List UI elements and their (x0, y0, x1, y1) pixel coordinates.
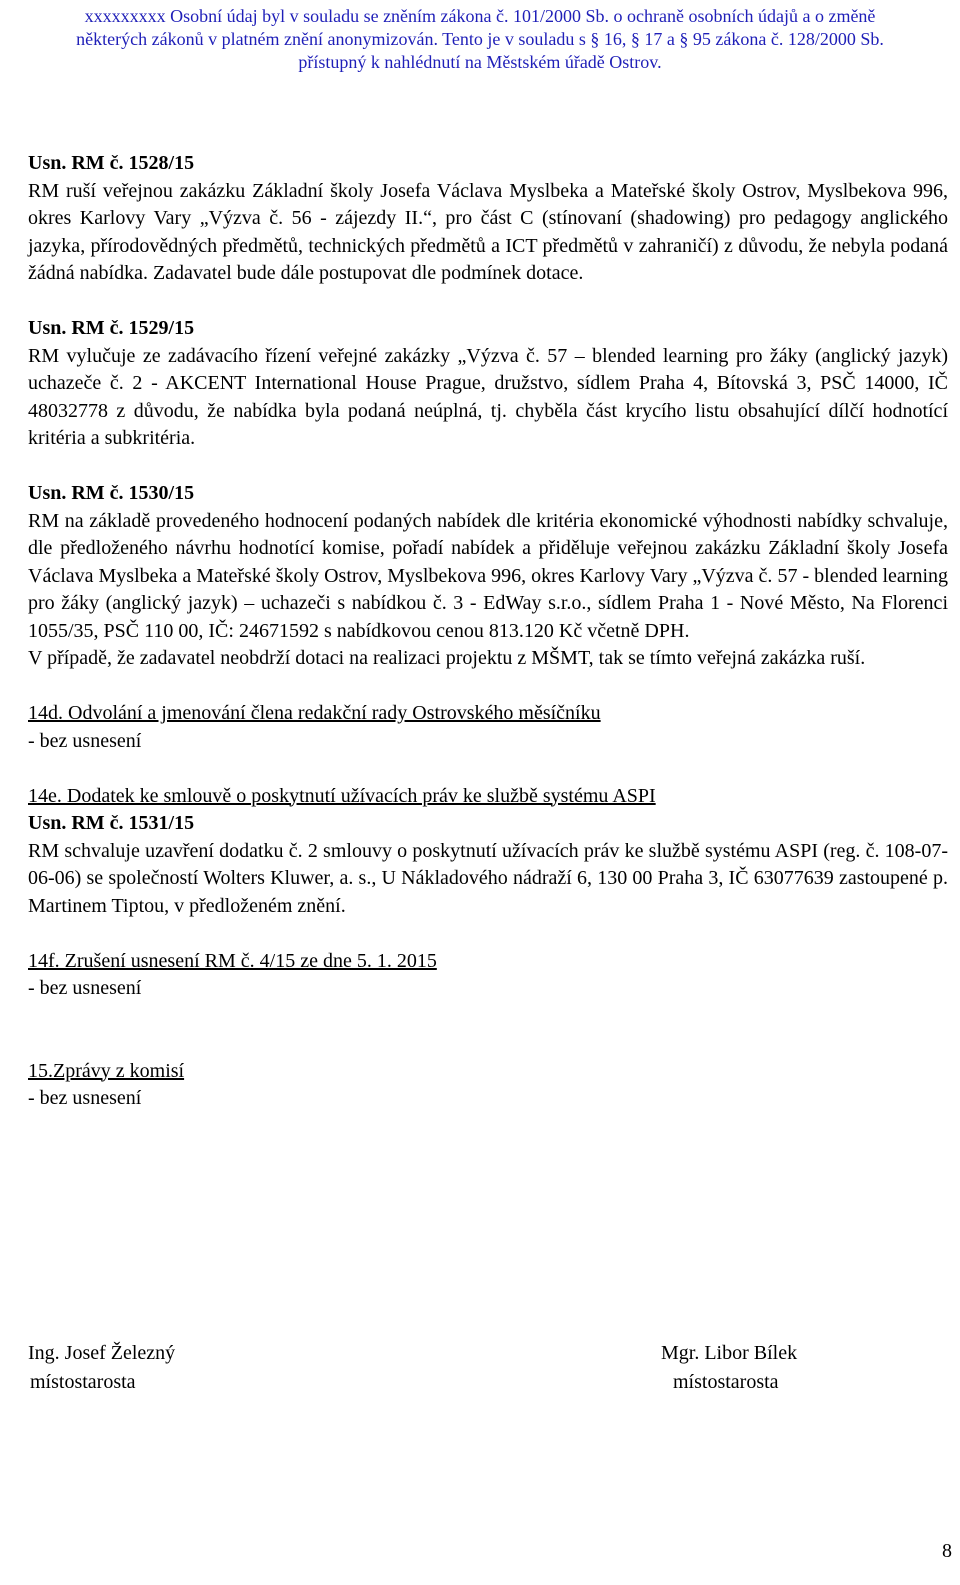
resolution-text: RM vylučuje ze zadávacího řízení veřejné zakázky „Výzva č. 57 – blended learning pro žáky (anglický jazyk) uchazeče č. 2 - AKCENT International House Prague, družstvo, sídlem Praha 4, Bítovská 3, PSČ 14000, IČ 48032778 z důvodu, že nabídka byla podaná neúplná, tj. chyběla část krycího listu obsahující dílčí hodnotící kritéria a subkritéria. (28, 344, 948, 449)
notice-line-1: xxxxxxxxx Osobní údaj byl v souladu se zněním zákona č. 101/2000 Sb. o ochraně osobních údajů a o změně (84, 6, 876, 26)
resolution-number: Usn. RM č. 1528/15 (28, 152, 195, 174)
signatory-role: místostarosta (673, 1371, 779, 1393)
resolution-text-condition: V případě, že zadavatel neobdrží dotaci na realizaci projektu z MŠMT, tak se tímto veřejná zakázka ruší. (28, 647, 866, 669)
section-title: 15.Zprávy z komisí (28, 1059, 185, 1082)
resolution-number: Usn. RM č. 1529/15 (28, 317, 195, 339)
signatory-name: Mgr. Libor Bílek (661, 1342, 798, 1364)
notice-line-3: přístupný k nahlédnutí na Městském úřadě Ostrov. (298, 52, 662, 72)
page-number: 8 (942, 1540, 952, 1562)
resolution-text: RM schvaluje uzavření dodatku č. 2 smlouvy o poskytnutí užívacích práv ke službě systému ASPI (reg. č. 108-07-06-06) se společností Wolters Kluwer, a. s., U Nákladového nádraží 6, 130 00 Praha 3, IČ 63077639 zastoupené p. Martinem Tiptou, v předloženém znění. (28, 839, 948, 917)
section-title: 14d. Odvolání a jmenování člena redakční rady Ostrovského měsíčníku (28, 702, 601, 724)
no-resolution-note: - bez usnesení (28, 1087, 142, 1109)
section-14e (28, 783, 948, 921)
resolution-1529 (28, 315, 948, 453)
resolution-1528 (28, 150, 948, 288)
notice-line-2: některých zákonů v platném znění anonymizován. Tento je v souladu s § 16, § 17 a § 95 zákona č. 128/2000 Sb. (76, 29, 884, 49)
signatory-role: místostarosta (30, 1371, 136, 1393)
resolution-number: Usn. RM č. 1531/15 (28, 812, 195, 834)
no-resolution-note: - bez usnesení (28, 729, 142, 752)
signature-right (661, 1339, 921, 1397)
no-resolution-note: - bez usnesení (28, 977, 142, 999)
resolution-text: RM na základě provedeného hodnocení podaných nabídek dle kritéria ekonomické výhodnosti nabídky schvaluje, dle předloženého návrhu hodnotící komise, pořadí nabídek a přiděluje veřejnou zakázku Základní školy Josefa Václava Myslbeka a Mateřské školy Ostrov, Myslbekova 996, okres Karlovy Vary „Výzva č. 57 - blended learning pro žáky (anglický jazyk) – uchazeči s nabídkou č. 3 - EdWay s.r.o., sídlem Praha 1 - Nové Město, Na Florenci 1055/35, PSČ 110 00, IČ: 24671592 s nabídkovou cenou 813.120 Kč včetně DPH. (28, 509, 948, 642)
section-14f (28, 948, 948, 1003)
resolution-text: RM ruší veřejnou zakázku Základní školy Josefa Václava Myslbeka a Mateřské školy Ostrov, Myslbekova 996, okres Karlovy Vary „Výzva č. 56 - zájezdy II.“, pro část C (stínovaní (shadowing) pro pedagogy anglického jazyka, přírodovědných předmětů, technických předmětů a ICT předmětů v zahraničí) z důvodu, že nebyla podaná žádná nabídka. Zadavatel bude dále postupovat dle podmínek dotace. (28, 179, 948, 284)
section-title: 14f. Zrušení usnesení RM č. 4/15 ze dne 5. 1. 2015 (28, 949, 437, 972)
section-title: 14e. Dodatek ke smlouvě o poskytnutí užívacích práv ke službě systému ASPI (28, 784, 656, 807)
resolution-1530 (28, 480, 948, 673)
minutes-content (28, 150, 948, 1113)
signature-left (28, 1339, 288, 1397)
signatory-name: Ing. Josef Železný (28, 1342, 176, 1364)
anonymization-notice (0, 5, 960, 74)
resolution-number: Usn. RM č. 1530/15 (28, 482, 195, 504)
section-14d (28, 700, 948, 755)
section-15 (28, 1058, 948, 1113)
